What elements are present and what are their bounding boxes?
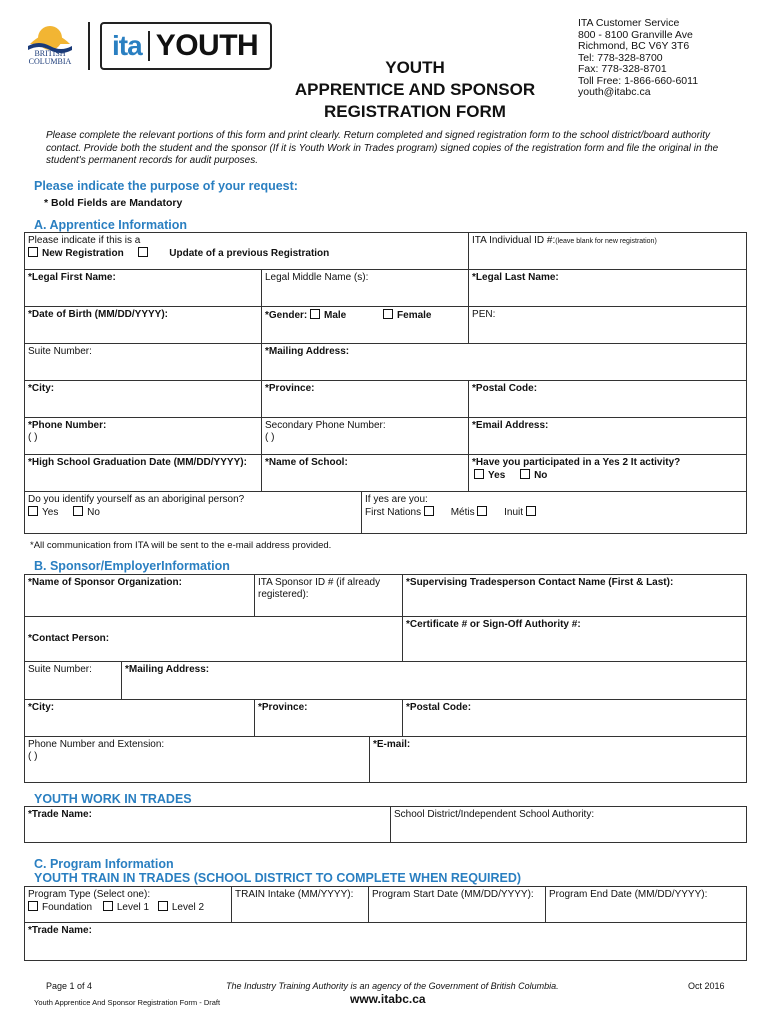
- gender-cell: *Gender: Male Female: [262, 307, 469, 344]
- foundation-checkbox[interactable]: [28, 901, 38, 911]
- aboriginal-yes-checkbox[interactable]: [28, 506, 38, 516]
- pen-field[interactable]: PEN:: [469, 307, 747, 344]
- purpose-heading: Please indicate the purpose of your request:: [34, 179, 298, 193]
- contact-email-link[interactable]: youth@itabc.ca: [578, 86, 651, 98]
- sponsor-mailing-address-field[interactable]: *Mailing Address:: [122, 662, 747, 700]
- metis-checkbox[interactable]: [477, 506, 487, 516]
- section-a-heading: A. Apprentice Information: [34, 218, 188, 232]
- form-title: YOUTH APPRENTICE AND SPONSOR REGISTRATION FORM: [294, 58, 536, 121]
- sponsor-organization-field[interactable]: *Name of Sponsor Organization:: [25, 575, 255, 617]
- section-c-subheading: YOUTH TRAIN IN TRADES (SCHOOL DISTRICT TO COMPLETE WHEN REQUIRED): [34, 871, 522, 885]
- bold-mandatory-note: * Bold Fields are Mandatory: [44, 197, 183, 209]
- aboriginal-cell: Do you identify yourself as an aboriginal person? Yes No: [25, 492, 362, 534]
- postal-code-field[interactable]: *Postal Code:: [469, 381, 747, 418]
- train-intake-field[interactable]: TRAIN Intake (MM/YYYY):: [232, 887, 369, 923]
- form-date: Oct 2016: [688, 981, 725, 991]
- update-registration-checkbox[interactable]: [138, 247, 148, 257]
- logo-divider: [88, 22, 90, 70]
- gender-male-checkbox[interactable]: [310, 309, 320, 319]
- gender-female-checkbox[interactable]: [383, 309, 393, 319]
- legal-middle-name-field[interactable]: Legal Middle Name (s):: [262, 270, 469, 307]
- apprentice-info-table: [24, 232, 747, 534]
- yes2it-yes-checkbox[interactable]: [474, 469, 484, 479]
- legal-first-name-field[interactable]: *Legal First Name:: [25, 270, 262, 307]
- form-name: Youth Apprentice And Sponsor Registration Form - Draft: [34, 998, 221, 1007]
- work-in-trades-heading: YOUTH WORK IN TRADES: [34, 792, 192, 806]
- first-nations-checkbox[interactable]: [424, 506, 434, 516]
- ita-id-field[interactable]: ITA Individual ID #:(leave blank for new registration): [469, 233, 747, 270]
- supervising-tradesperson-field[interactable]: *Supervising Tradesperson Contact Name (First & Last):: [403, 575, 747, 617]
- contact-info: ITA Customer Service 800 - 8100 Granville Ave Richmond, BC V6Y 3T6 Tel: 778-328-8700 Fax: 778-328-8701 Toll Free: 1-866-660-6011 youth@itabc.ca: [578, 17, 699, 98]
- sponsor-email-field[interactable]: *E-mail:: [370, 737, 747, 783]
- sponsor-suite-number-field[interactable]: Suite Number:: [25, 662, 122, 700]
- sponsor-city-field[interactable]: *City:: [25, 700, 255, 737]
- email-address-field[interactable]: *Email Address:: [469, 418, 747, 455]
- program-start-date-field[interactable]: Program Start Date (MM/DD/YYYY):: [369, 887, 546, 923]
- wit-trade-name-field[interactable]: *Trade Name:: [25, 807, 391, 843]
- aboriginal-type-cell: If yes are you: First Nations Métis Inuit: [362, 492, 747, 534]
- date-of-birth-field[interactable]: *Date of Birth (MM/DD/YYYY):: [25, 307, 262, 344]
- sponsor-province-field[interactable]: *Province:: [255, 700, 403, 737]
- contact-person-field[interactable]: *Contact Person:: [25, 617, 403, 662]
- bc-logo-text: BRITISH COLUMBIA: [28, 49, 72, 66]
- graduation-date-field[interactable]: *High School Graduation Date (MM/DD/YYYY):: [25, 455, 262, 492]
- program-trade-name-field[interactable]: *Trade Name:: [25, 923, 747, 961]
- secondary-phone-field[interactable]: Secondary Phone Number: ( ): [262, 418, 469, 455]
- agency-statement: The Industry Training Authority is an agency of the Government of British Columbia.: [226, 981, 559, 991]
- program-type-cell: Program Type (Select one): Foundation Level 1 Level 2: [25, 887, 232, 923]
- intro-text: Please complete the relevant portions of this form and print clearly. Return completed and signed registration form to the school district/board authority contact. Provide both the student and the sponsor (If it is Youth Work in Trades program) signed copies of the registration form and file the original in the student's permanent records for audit purposes.: [46, 130, 719, 166]
- school-district-field[interactable]: School District/Independent School Authority:: [391, 807, 747, 843]
- work-in-trades-table: [24, 806, 747, 843]
- sponsor-phone-field[interactable]: Phone Number and Extension: ( ): [25, 737, 370, 783]
- registration-type-cell: Please indicate if this is a New Registration Update of a previous Registration: [25, 233, 469, 270]
- section-c-heading: C. Program Information: [34, 857, 174, 871]
- level1-checkbox[interactable]: [103, 901, 113, 911]
- inuit-checkbox[interactable]: [526, 506, 536, 516]
- sponsor-postal-code-field[interactable]: *Postal Code:: [403, 700, 747, 737]
- program-info-table: [24, 886, 747, 961]
- level2-checkbox[interactable]: [158, 901, 168, 911]
- aboriginal-no-checkbox[interactable]: [73, 506, 83, 516]
- sponsor-info-table: [24, 574, 747, 783]
- suite-number-field[interactable]: Suite Number:: [25, 344, 262, 381]
- mailing-address-field[interactable]: *Mailing Address:: [262, 344, 747, 381]
- program-end-date-field[interactable]: Program End Date (MM/DD/YYYY):: [546, 887, 747, 923]
- page-number: Page 1 of 4: [46, 981, 93, 991]
- city-field[interactable]: *City:: [25, 381, 262, 418]
- legal-last-name-field[interactable]: *Legal Last Name:: [469, 270, 747, 307]
- school-name-field[interactable]: *Name of School:: [262, 455, 469, 492]
- yes2it-no-checkbox[interactable]: [520, 469, 530, 479]
- ita-youth-logo: ita YOUTH: [100, 22, 272, 70]
- phone-number-field[interactable]: *Phone Number: ( ): [25, 418, 262, 455]
- province-field[interactable]: *Province:: [262, 381, 469, 418]
- communication-note: *All communication from ITA will be sent to the e-mail address provided.: [30, 540, 332, 551]
- yes2it-cell: *Have you participated in a Yes 2 It activity? Yes No: [469, 455, 747, 492]
- certificate-number-field[interactable]: *Certificate # or Sign-Off Authority #:: [403, 617, 747, 662]
- website-link[interactable]: www.itabc.ca: [350, 992, 426, 1006]
- section-b-heading: B. Sponsor/EmployerInformation: [34, 559, 230, 573]
- sponsor-id-field[interactable]: ITA Sponsor ID # (if already registered):: [255, 575, 403, 617]
- new-registration-checkbox[interactable]: [28, 247, 38, 257]
